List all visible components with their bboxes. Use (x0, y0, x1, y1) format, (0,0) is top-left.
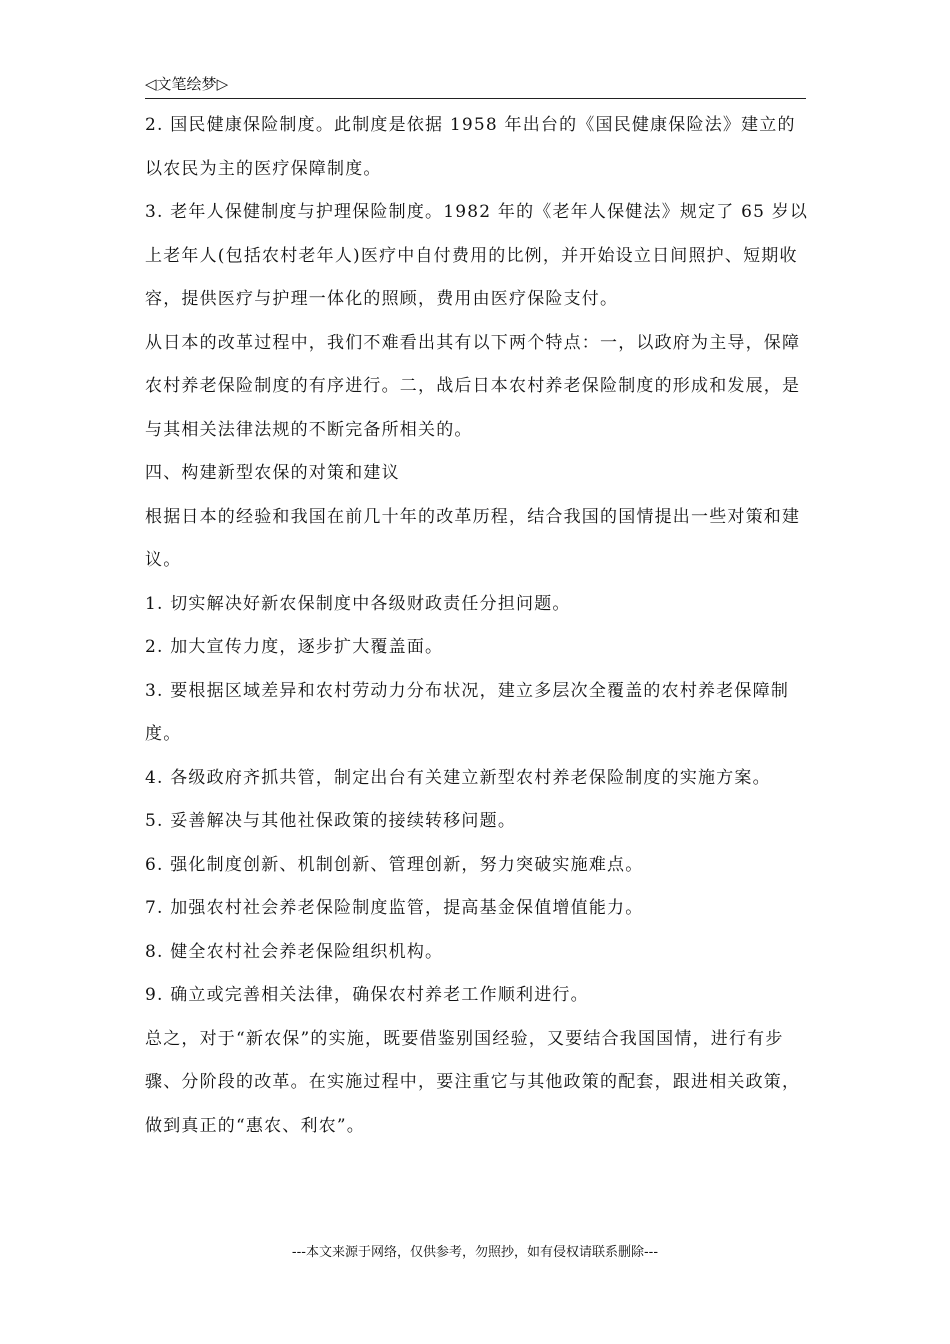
list-item-3: 3. 要根据区域差异和农村劳动力分布状况，建立多层次全覆盖的农村养老保障制度。 (145, 680, 790, 744)
paragraph-intro-suggestions: 根据日本的经验和我国在前几十年的改革历程，结合我国的国情提出一些对策和建议。 (145, 506, 801, 570)
page-header (145, 74, 806, 99)
header-title: 文笔绘梦 (156, 75, 217, 93)
header-title-group (145, 74, 228, 94)
list-item-4: 4. 各级政府齐抓共管，制定出台有关建立新型农村养老保险制度的实施方案。 (145, 767, 771, 788)
left-triangle-icon: ◁ (145, 75, 157, 93)
document-body (145, 104, 810, 1148)
list-item-6: 6. 强化制度创新、机制创新、管理创新，努力突破实施难点。 (145, 854, 644, 875)
list-item-8: 8. 健全农村社会养老保险组织机构。 (145, 941, 444, 962)
paragraph-conclusion: 总之，对于“新农保”的实施，既要借鉴别国经验，又要结合我国国情，进行有步骤、分阶段的改革。在实施过程中，要注重它与其他政策的配套，跟进相关政策，做到真正的“惠农、利农”。 (145, 1028, 801, 1136)
list-item-9: 9. 确立或完善相关法律，确保农村养老工作顺利进行。 (145, 985, 589, 1005)
paragraph-national-health-insurance: 2. 国民健康保险制度。此制度是依据 1958 年出台的《国民健康保险法》建立的以农民为主的医疗保障制度。 (145, 115, 796, 179)
paragraph-elderly-care-insurance: 3. 老年人保健制度与护理保险制度。1982 年的《老年人保健法》规定了 65 岁以上老年人(包括农村老年人)医疗中自付费用的比例，并开始设立日间照护、短期收容，提供医疗与护理一体化的照顾，费用由医疗保险支付。 (145, 202, 809, 309)
footer-notice: ---本文来源于网络，仅供参考，勿照抄，如有侵权请联系删除--- (291, 1245, 659, 1260)
right-triangle-icon: ▷ (216, 75, 229, 93)
list-item-1: 1. 切实解决好新农保制度中各级财政责任分担问题。 (145, 593, 571, 614)
list-item-5: 5. 妥善解决与其他社保政策的接续转移问题。 (145, 811, 517, 831)
list-item-2: 2. 加大宣传力度，逐步扩大覆盖面。 (145, 637, 444, 657)
list-item-7: 7. 加强农村社会养老保险制度监管，提高基金保值增值能力。 (145, 898, 644, 918)
section-heading-countermeasures: 四、构建新型农保的对策和建议 (145, 463, 400, 483)
paragraph-japan-reform-features: 从日本的改革过程中，我们不难看出其有以下两个特点：一，以政府为主导，保障农村养老保险制度的有序进行。二，战后日本农村养老保险制度的形成和发展，是与其相关法律法规的不断完备所相关的。 (145, 332, 801, 440)
